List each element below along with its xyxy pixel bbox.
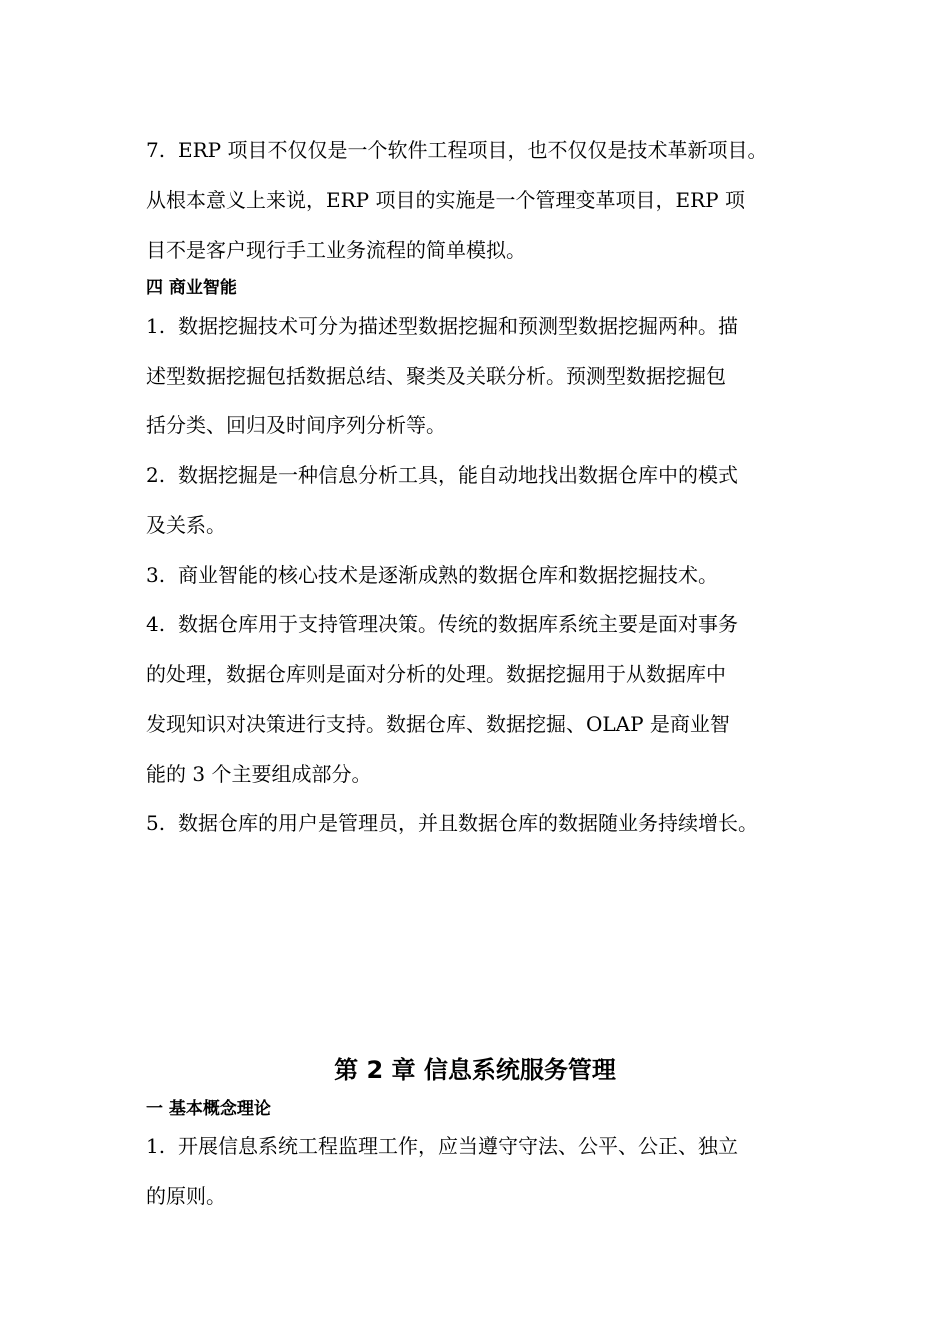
s4-item-4-number: 4. <box>146 612 166 636</box>
s4-item-2-line-1: 2. 数据挖掘是一种信息分析工具，能自动地找出数据仓库中的模式 <box>146 463 738 487</box>
c2-s1-item-1-number: 1. <box>146 1134 166 1158</box>
s4-item-4-line-4: 能的 3 个主要组成部分。 <box>146 762 372 786</box>
s4-item-3-number: 3. <box>146 563 166 587</box>
section-4-heading: 四 商业智能 <box>146 278 237 298</box>
chapter-2-section-1-heading: 一 基本概念理论 <box>146 1099 271 1119</box>
s4-item-3-line-1: 3. 商业智能的核心技术是逐渐成熟的数据仓库和数据挖掘技术。 <box>146 563 718 587</box>
s4-item-4-line-2: 的处理，数据仓库则是面对分析的处理。数据挖掘用于从数据库中 <box>146 662 726 686</box>
s4-item-2-line-2: 及关系。 <box>146 513 226 537</box>
c2-s1-item-1-line-1: 1. 开展信息系统工程监理工作，应当遵守守法、公平、公正、独立 <box>146 1134 738 1158</box>
s4-item-2-number: 2. <box>146 463 166 487</box>
s4-item-5-number: 5. <box>146 811 166 835</box>
s4-item-4-line-1: 4. 数据仓库用于支持管理决策。传统的数据库系统主要是面对事务 <box>146 612 738 636</box>
c2-s1-item-1-line-2: 的原则。 <box>146 1184 226 1208</box>
item-7-number: 7. <box>146 138 166 162</box>
s4-item-5-line-1: 5. 数据仓库的用户是管理员，并且数据仓库的数据随业务持续增长。 <box>146 811 758 835</box>
s4-item-4-line-3: 发现知识对决策进行支持。数据仓库、数据挖掘、OLAP 是商业智 <box>146 712 730 736</box>
item-7-line-2: 从根本意义上来说，ERP 项目的实施是一个管理变革项目，ERP 项 <box>146 188 745 212</box>
s4-item-1-line-1: 1. 数据挖掘技术可分为描述型数据挖掘和预测型数据挖掘两种。描 <box>146 314 738 338</box>
chapter-2-title: 第 2 章 信息系统服务管理 <box>334 1056 616 1084</box>
item-7-line-1: 7. ERP 项目不仅仅是一个软件工程项目，也不仅仅是技术革新项目。 <box>146 138 768 162</box>
s4-item-1-line-3: 括分类、回归及时间序列分析等。 <box>146 413 446 437</box>
item-7-line-3: 目不是客户现行手工业务流程的简单模拟。 <box>146 238 526 262</box>
s4-item-1-line-2: 述型数据挖掘包括数据总结、聚类及关联分析。预测型数据挖掘包 <box>146 364 726 388</box>
s4-item-1-number: 1. <box>146 314 166 338</box>
